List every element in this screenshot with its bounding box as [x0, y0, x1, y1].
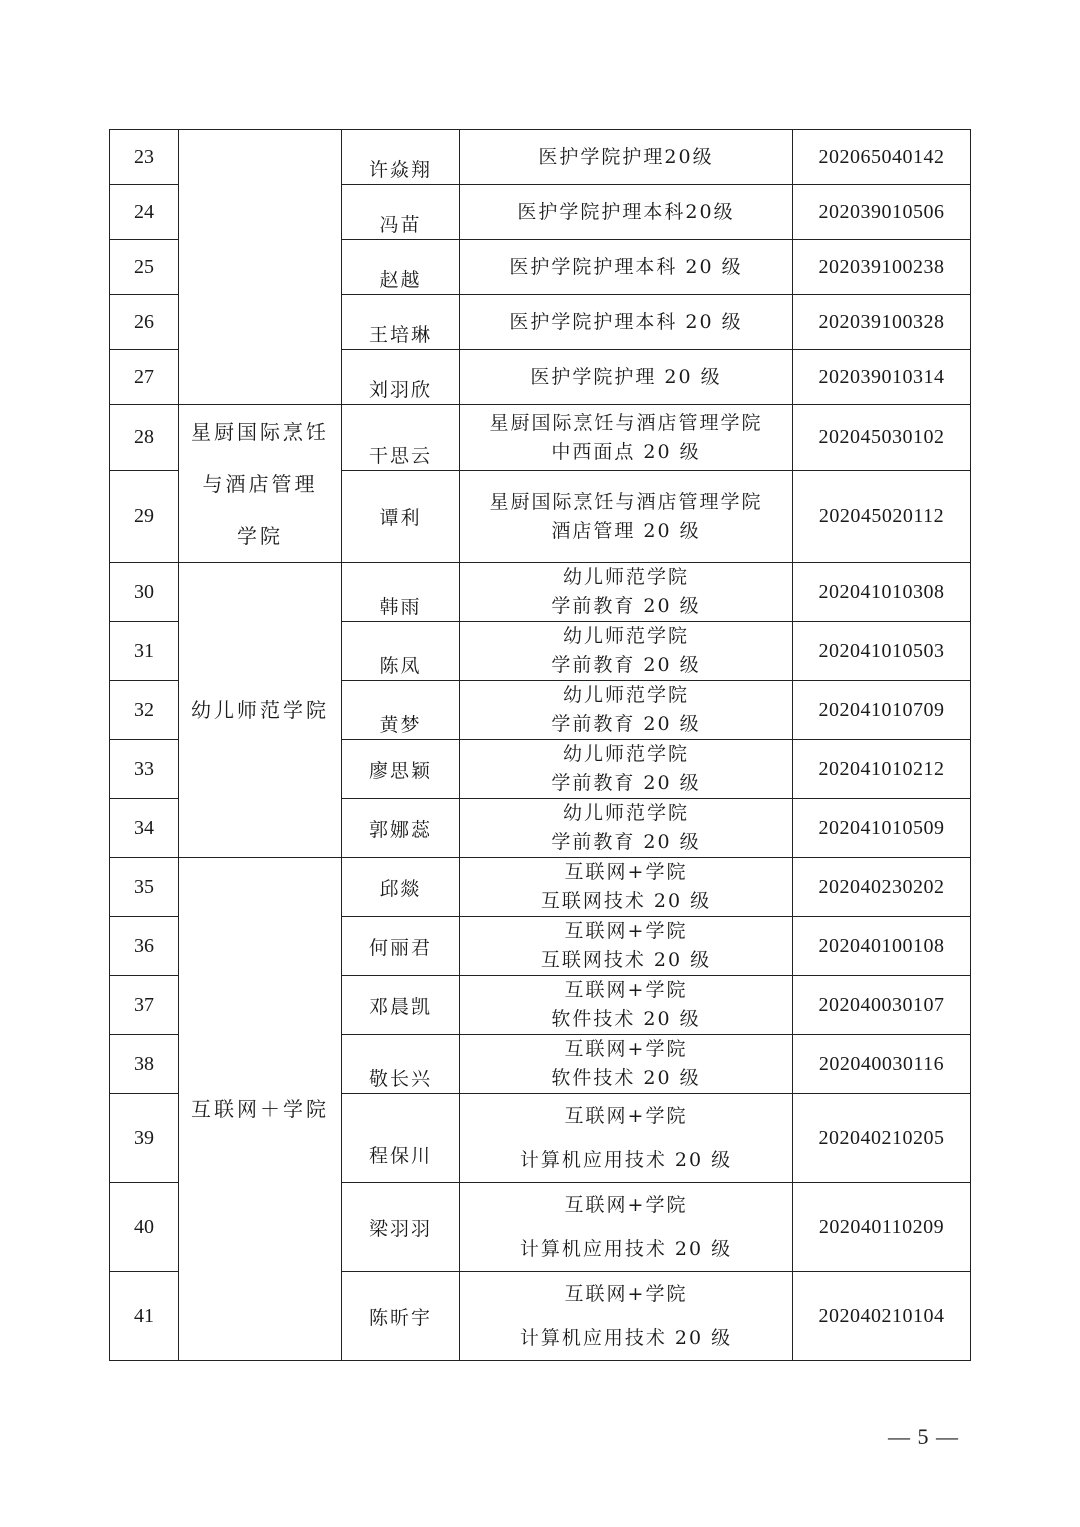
- row-number: 23: [110, 130, 179, 185]
- department-cell: [460, 240, 793, 295]
- department-cell: [460, 858, 793, 917]
- department-line: 医护学院护理20级: [538, 145, 714, 168]
- department-line: 幼儿师范学院: [562, 802, 689, 824]
- student-name: 廖思颖: [342, 740, 460, 799]
- department-cell: [460, 350, 793, 405]
- student-name: 陈凤: [342, 622, 460, 681]
- department-cell: [460, 622, 793, 681]
- department-line: 酒店管理 20 级: [551, 519, 701, 542]
- student-id: 202040230202: [793, 858, 971, 917]
- department-line: 医护学院护理 20 级: [530, 365, 722, 388]
- department-line: 学前教育 20 级: [551, 595, 701, 617]
- row-number: 27: [110, 350, 179, 405]
- student-name: 陈昕宇: [342, 1272, 460, 1361]
- student-id: 202040100108: [793, 917, 971, 976]
- department-line: 互联网+学院: [564, 861, 688, 883]
- college-line: 星厨国际烹饪: [191, 419, 329, 444]
- department-cell: [460, 563, 793, 622]
- student-name: 冯苗: [342, 185, 460, 240]
- department-line: 软件技术 20 级: [551, 1067, 701, 1089]
- student-name: 梁羽羽: [342, 1183, 460, 1272]
- student-name: 谭利: [342, 471, 460, 563]
- table-row: [110, 563, 971, 622]
- student-id: 202040030116: [793, 1035, 971, 1094]
- row-number: 33: [110, 740, 179, 799]
- department-line: 软件技术 20 级: [551, 1008, 701, 1030]
- department-cell: [460, 1094, 793, 1183]
- department-line: 幼儿师范学院: [562, 625, 689, 647]
- row-number: 28: [110, 405, 179, 471]
- college-cell-culinary: [179, 405, 342, 563]
- department-line: 计算机应用技术 20 级: [519, 1327, 733, 1349]
- student-name: 韩雨: [342, 563, 460, 622]
- student-name: 赵越: [342, 240, 460, 295]
- student-name: 程保川: [342, 1094, 460, 1183]
- department-line: 星厨国际烹饪与酒店管理学院: [489, 490, 763, 513]
- department-cell: [460, 295, 793, 350]
- department-line: 星厨国际烹饪与酒店管理学院: [489, 411, 763, 434]
- department-cell: [460, 471, 793, 563]
- row-number: 40: [110, 1183, 179, 1272]
- college-cell-medical: [179, 130, 342, 405]
- student-name: 何丽君: [342, 917, 460, 976]
- page-number: — 5 —: [888, 1424, 959, 1449]
- student-list-table: [109, 129, 971, 1361]
- table-row: [110, 858, 971, 917]
- department-line: 计算机应用技术 20 级: [519, 1238, 733, 1260]
- student-id: 202039010506: [793, 185, 971, 240]
- department-cell: [460, 799, 793, 858]
- row-number: 32: [110, 681, 179, 740]
- student-id: 202041010503: [793, 622, 971, 681]
- student-id: 202040110209: [793, 1183, 971, 1272]
- student-name: 邓晨凯: [342, 976, 460, 1035]
- department-cell: [460, 185, 793, 240]
- row-number: 31: [110, 622, 179, 681]
- department-cell: [460, 681, 793, 740]
- row-number: 30: [110, 563, 179, 622]
- department-line: 互联网+学院: [564, 979, 688, 1001]
- student-name: 干思云: [342, 405, 460, 471]
- student-name: 郭娜蕊: [342, 799, 460, 858]
- student-name: 刘羽欣: [342, 350, 460, 405]
- department-line: 互联网技术 20 级: [540, 949, 712, 971]
- row-number: 25: [110, 240, 179, 295]
- student-name: 许焱翔: [342, 130, 460, 185]
- department-cell: [460, 917, 793, 976]
- student-id: 202065040142: [793, 130, 971, 185]
- row-number: 36: [110, 917, 179, 976]
- student-name: 邱燚: [342, 858, 460, 917]
- department-line: 学前教育 20 级: [551, 772, 701, 794]
- college-line: 与酒店管理: [202, 471, 318, 496]
- student-name: 王培琳: [342, 295, 460, 350]
- department-cell: [460, 1035, 793, 1094]
- row-number: 38: [110, 1035, 179, 1094]
- student-id: 202039010314: [793, 350, 971, 405]
- row-number: 24: [110, 185, 179, 240]
- college-line: 学院: [237, 523, 283, 548]
- department-cell: [460, 976, 793, 1035]
- department-line: 学前教育 20 级: [551, 654, 701, 676]
- department-line: 医护学院护理本科 20 级: [509, 255, 743, 278]
- department-line: 中西面点 20 级: [551, 440, 701, 463]
- row-number: 37: [110, 976, 179, 1035]
- department-line: 医护学院护理本科 20 级: [509, 310, 743, 333]
- row-number: 34: [110, 799, 179, 858]
- department-line: 学前教育 20 级: [551, 831, 701, 853]
- student-id: 202041010709: [793, 681, 971, 740]
- department-line: 互联网+学院: [564, 1105, 688, 1127]
- student-id: 202040210205: [793, 1094, 971, 1183]
- college-cell-internet: 互联网＋学院: [179, 858, 342, 1361]
- department-line: 幼儿师范学院: [562, 684, 689, 706]
- student-id: 202045030102: [793, 405, 971, 471]
- student-name: 敬长兴: [342, 1035, 460, 1094]
- student-id: 202039100238: [793, 240, 971, 295]
- department-line: 幼儿师范学院: [562, 743, 689, 765]
- department-line: 幼儿师范学院: [562, 566, 689, 588]
- department-line: 互联网+学院: [564, 1283, 688, 1305]
- student-id: 202045020112: [793, 471, 971, 563]
- department-line: 互联网+学院: [564, 920, 688, 942]
- row-number: 41: [110, 1272, 179, 1361]
- student-id: 202041010509: [793, 799, 971, 858]
- row-number: 35: [110, 858, 179, 917]
- department-line: 计算机应用技术 20 级: [519, 1149, 733, 1171]
- row-number: 39: [110, 1094, 179, 1183]
- student-id: 202041010308: [793, 563, 971, 622]
- student-name: 黄梦: [342, 681, 460, 740]
- department-line: 学前教育 20 级: [551, 713, 701, 735]
- student-id: 202041010212: [793, 740, 971, 799]
- department-cell: [460, 740, 793, 799]
- table-row: [110, 130, 971, 185]
- department-line: 互联网+学院: [564, 1194, 688, 1216]
- department-cell: [460, 1272, 793, 1361]
- table-row: [110, 405, 971, 471]
- department-line: 互联网技术 20 级: [540, 890, 712, 912]
- college-cell-preschool: 幼儿师范学院: [179, 563, 342, 858]
- department-line: 互联网+学院: [564, 1038, 688, 1060]
- student-id: 202039100328: [793, 295, 971, 350]
- department-line: 医护学院护理本科20级: [517, 200, 735, 223]
- department-cell: [460, 1183, 793, 1272]
- department-cell: [460, 405, 793, 471]
- row-number: 26: [110, 295, 179, 350]
- student-id: 202040210104: [793, 1272, 971, 1361]
- department-cell: [460, 130, 793, 185]
- row-number: 29: [110, 471, 179, 563]
- student-id: 202040030107: [793, 976, 971, 1035]
